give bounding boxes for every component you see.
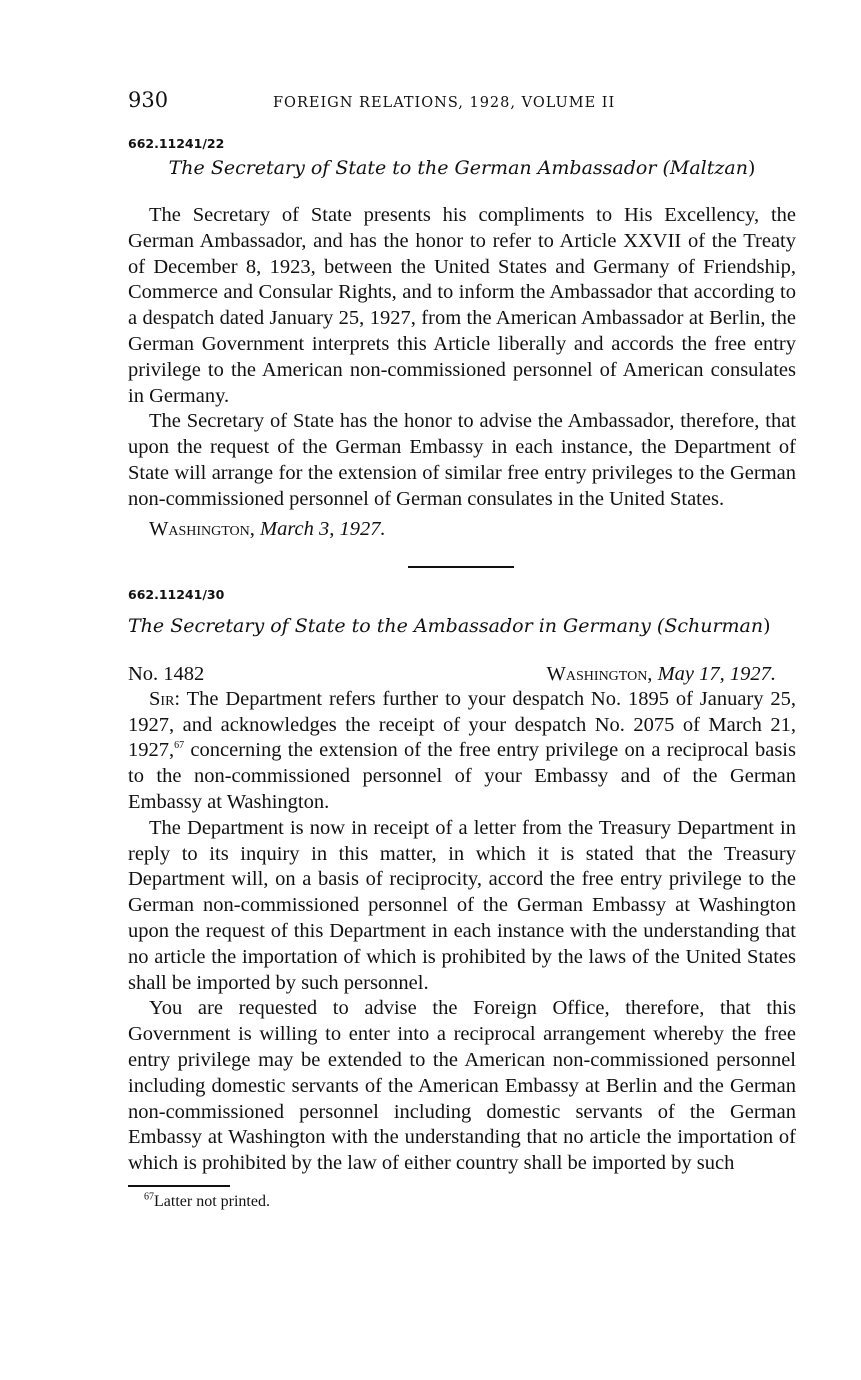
date: May 17, 1927. bbox=[657, 662, 776, 685]
title-main: The Secretary of State to the Ambassador in Germany ( bbox=[128, 614, 665, 637]
title-close: ) bbox=[747, 157, 756, 179]
letter-body bbox=[128, 687, 796, 1177]
date: March 3, 1927. bbox=[260, 517, 386, 540]
footnote bbox=[144, 1193, 796, 1211]
running-head: FOREIGN RELATIONS, 1928, VOLUME II bbox=[273, 95, 616, 111]
page-header bbox=[128, 88, 796, 120]
place: Washington, bbox=[149, 517, 255, 540]
title-name: Schurman bbox=[664, 614, 764, 637]
footnote-ref: 67 bbox=[174, 740, 185, 752]
footnote-mark: 67 bbox=[144, 1191, 154, 1203]
dateline bbox=[128, 661, 796, 687]
paragraph-text: concerning the extension of the free entry privilege on a reciprocal basis to the non-commissioned personnel of your Embassy and of the German Embassy at Washington. bbox=[128, 739, 796, 814]
footnote-rule bbox=[128, 1185, 230, 1187]
paragraph: You are requested to advise the Foreign Office, therefore, that this Government is willing to enter into a reciprocal arrangement whereby the free entry privilege may be extended to the American non-commissioned personnel including domestic servants of the American Embassy at Berlin and the German non-commissioned personnel including domestic servants of the German Embassy at Washington with the understanding that no article the importation of which is prohibited by the law of either country shall be imported by such bbox=[128, 997, 796, 1175]
salutation: Sir: bbox=[149, 687, 181, 710]
title-main: The Secretary of State to the German Ambassador ( bbox=[168, 157, 670, 179]
signature-line bbox=[128, 517, 796, 543]
document-title bbox=[128, 157, 796, 189]
place-date bbox=[547, 661, 776, 687]
title-close: ) bbox=[763, 614, 771, 637]
footnote-text: Latter not printed. bbox=[154, 1192, 270, 1210]
file-number: 662.11241/30 bbox=[128, 586, 225, 602]
title-name: Maltzan bbox=[669, 157, 748, 179]
paragraph: The Department is now in receipt of a letter from the Treasury Department in reply to its inquiry in this matter, in which it is stated that the Treasury Department will, on a basis of reciprocity, accord the free entry privilege to the German non-commissioned personnel of the German Embassy at Washington upon the request of this Department in each instance with the understanding that no article the importation of which is prohibited by the laws of the United States shall be imported by such personnel. bbox=[128, 816, 796, 994]
paragraph-text: The Department refers further to your despatch No. 1895 of January 25, 1927, and acknowledges the receipt of your despatch No. 2075 of March 21, 1927, bbox=[128, 687, 796, 762]
section-divider bbox=[408, 566, 514, 568]
page-number: 930 bbox=[128, 88, 169, 112]
letter-body bbox=[128, 203, 796, 542]
despatch-number: No. 1482 bbox=[128, 662, 205, 685]
paragraph bbox=[128, 687, 796, 816]
place: Washington, bbox=[546, 662, 653, 685]
document-title bbox=[128, 615, 796, 649]
file-number: 662.11241/22 bbox=[128, 136, 225, 151]
paragraph: The Secretary of State has the honor to advise the Ambassador, therefore, that upon the request of the German Embassy in each instance, the Department of State will arrange for the extension of similar free entry privileges to the German non-commissioned personnel of German consulates in the United States. bbox=[128, 410, 796, 510]
paragraph: The Secretary of State presents his compliments to His Excellency, the German Ambassador, and has the honor to refer to Article XXVII of the Treaty of December 8, 1923, between the United States and Germany of Friendship, Commerce and Consular Rights, and to inform the Ambassador that according to a despatch dated January 25, 1927, from the American Ambassador at Berlin, the German Government interprets this Article liberally and accords the free entry privilege to the American non-commissioned personnel of American consulates in Germany. bbox=[128, 204, 796, 407]
page bbox=[128, 88, 796, 1211]
